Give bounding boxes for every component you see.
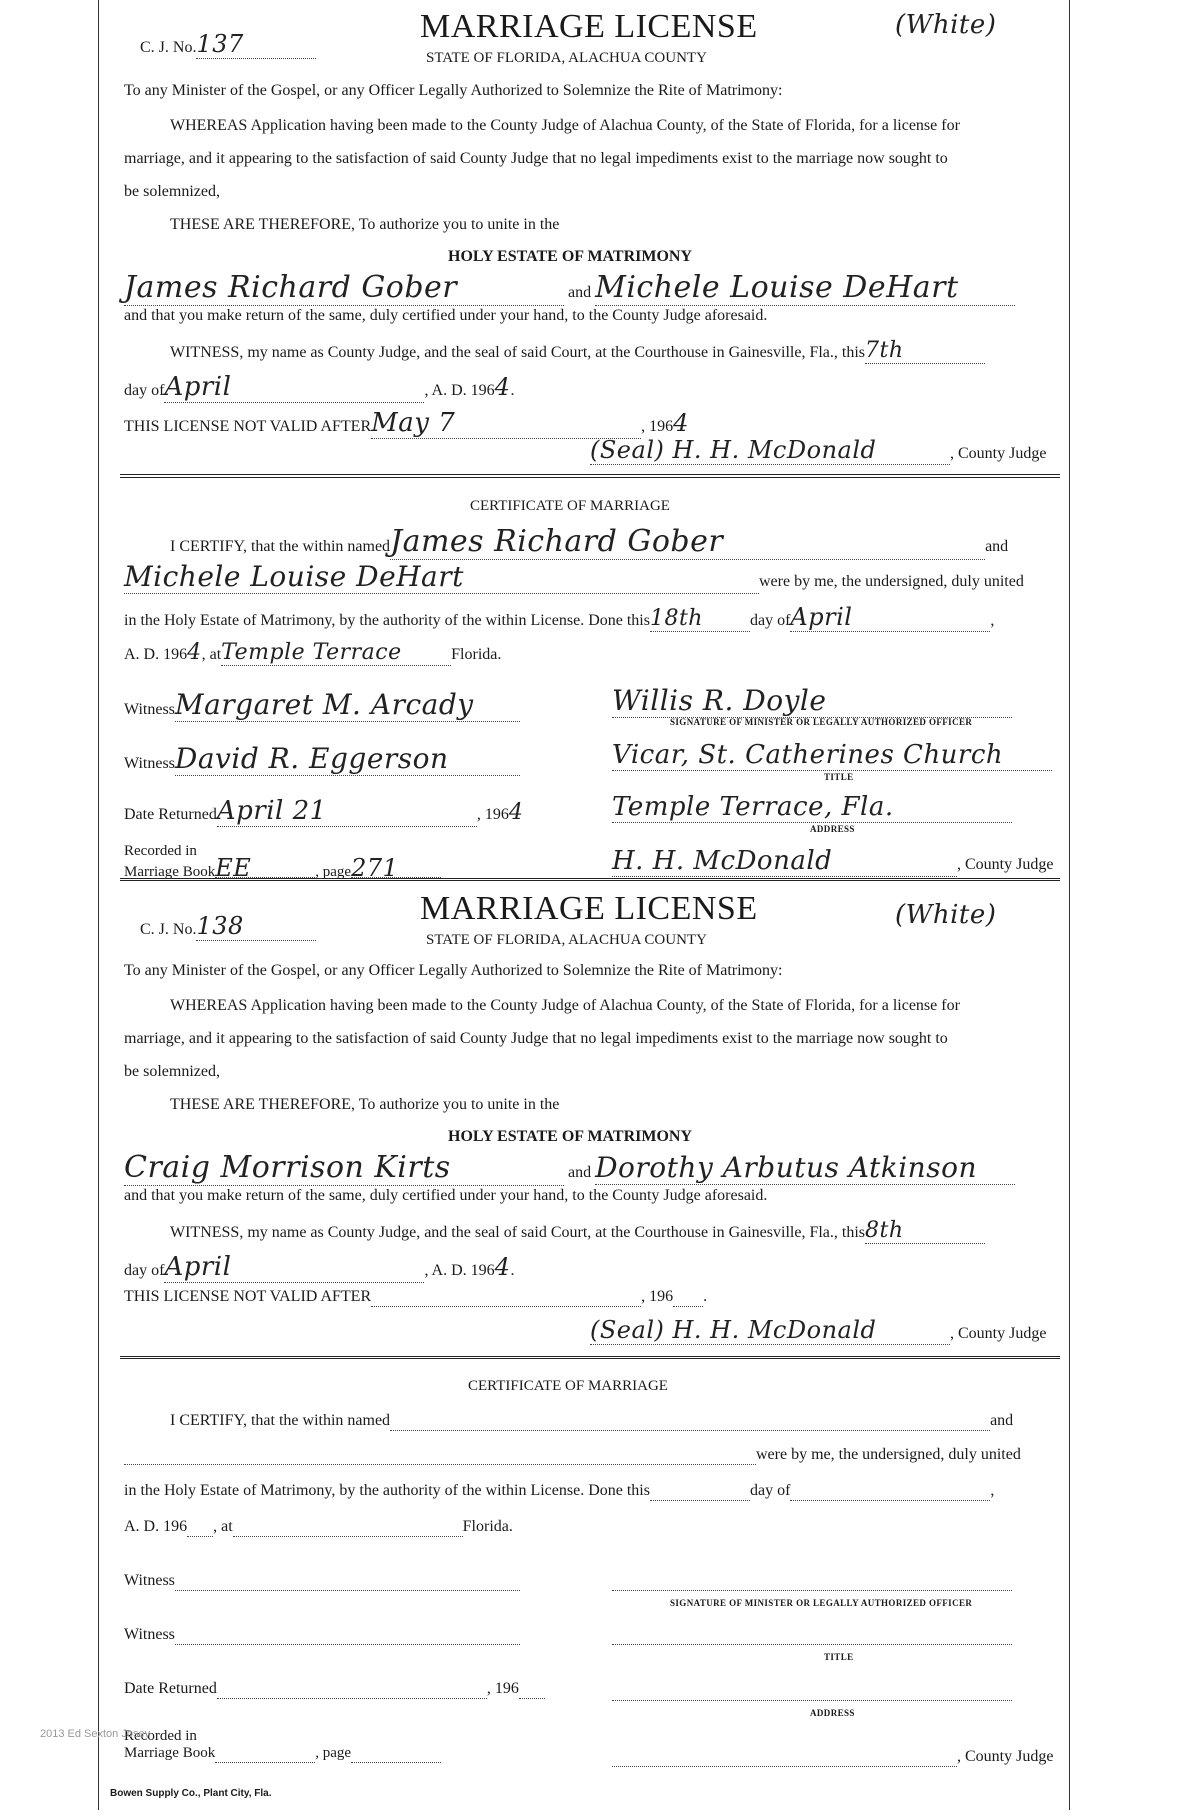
license-title-2: MARRIAGE LICENSE — [420, 890, 758, 927]
certify-line-2: I CERTIFY, that the within named and — [170, 1412, 1014, 1429]
date-returned: April 21 — [217, 796, 477, 827]
bride-name: Dorothy Arbutus Atkinson — [595, 1151, 1015, 1185]
not-valid-line-1: THIS LICENSE NOT VALID AFTERMay 7 , 1964 — [124, 408, 689, 438]
title-caption-2: TITLE — [824, 1652, 854, 1662]
cert-bride-line-2: were by me, the undersigned, duly united — [124, 1446, 1021, 1465]
day-of-line-2: day ofApril , A. D. 1964. — [124, 1252, 515, 1282]
cert-bride-name: Michele Louise DeHart — [124, 560, 759, 594]
race-note-1: (White) — [895, 10, 997, 40]
cj-number-2: C. J. No.138 — [140, 912, 316, 941]
certificate-title-2: CERTIFICATE OF MARRIAGE — [468, 1378, 668, 1394]
license-month: April — [164, 1252, 424, 1283]
holy-estate-2: HOLY ESTATE OF MATRIMONY — [448, 1128, 693, 1145]
names-line-1: James Richard Gober and Michele Louise DeHart — [124, 270, 1015, 306]
cj-number-value: 137 — [196, 30, 316, 59]
address-line-2: To any Minister of the Gospel, or any Officer Legally Authorized to Solemnize the Rite of Matrimony: — [124, 962, 783, 979]
watermark: 2013 Ed Sexton Josey — [40, 1728, 151, 1740]
witness-line-2: WITNESS, my name as County Judge, and the seal of said Court, at the Courthouse in Gainesville, Fla., this8th — [170, 1218, 985, 1244]
date-returned-line-2: Date Returned , 196 — [124, 1680, 545, 1699]
address-caption-1: ADDRESS — [810, 824, 855, 834]
recorded-label-1: Recorded in Marriage BookEE , page271 — [124, 843, 441, 881]
return-line-2: and that you make return of the same, duly certified under your hand, to the County Judge aforesaid. — [124, 1187, 768, 1204]
license-title-1: MARRIAGE LICENSE — [420, 8, 758, 45]
cert-groom-name: James Richard Gober — [390, 524, 985, 560]
cert-year: 4 — [187, 640, 202, 665]
groom-name: Craig Morrison Kirts — [124, 1150, 564, 1186]
done-day: 18th — [650, 606, 750, 632]
witness-1-name: Margaret M. Arcady — [175, 688, 520, 722]
cj-number-value: 138 — [196, 912, 316, 941]
whereas-1c: be solemnized, — [124, 183, 220, 200]
not-valid-date: May 7 — [371, 408, 641, 439]
title-caption-1: TITLE — [824, 772, 854, 782]
judge-sig-line-2: (Seal) H. H. McDonald , County Judge — [590, 1316, 1047, 1344]
done-month: April — [790, 603, 990, 632]
address-caption-2: ADDRESS — [810, 1708, 855, 1718]
witness-line-1: WITNESS, my name as County Judge, and the seal of said Court, at the Courthouse in Gainesville, Fla., this7th — [170, 338, 985, 364]
address-value-1 — [612, 792, 1012, 823]
marriage-book: EE — [215, 860, 315, 878]
certificate-title-1: CERTIFICATE OF MARRIAGE — [470, 498, 670, 514]
cert-bride-line-1: Michele Louise DeHart were by me, the undersigned, duly united — [124, 560, 1024, 593]
cert-judge-sig-1: H. H. McDonald , County Judge — [612, 846, 1054, 876]
witness-day: 8th — [865, 1218, 985, 1244]
address-line-1: To any Minister of the Gospel, or any Officer Legally Authorized to Solemnize the Rite of Matrimony: — [124, 82, 783, 99]
section-divider — [120, 474, 1060, 478]
date-returned-year: 4 — [508, 800, 524, 825]
certify-line-1: I CERTIFY, that the within namedJames Richard Gober and — [170, 524, 1009, 559]
recorded-label-2: Recorded in Marriage Book , page — [124, 1728, 441, 1763]
cert-judge-sig-2: , County Judge — [612, 1748, 1053, 1767]
section-divider — [120, 878, 1060, 881]
ad-line-2: A. D. 196 , at Florida. — [124, 1518, 513, 1535]
officer-sig-1 — [612, 684, 1012, 718]
officer-signature: Willis R. Doyle — [612, 684, 1012, 718]
witness-2-line: WitnessDavid R. Eggerson — [124, 742, 520, 776]
ad-line-1: A. D. 1964, atTemple Terrace Florida. — [124, 640, 502, 665]
not-valid-line-2: THIS LICENSE NOT VALID AFTER , 196 . — [124, 1288, 708, 1305]
holy-estate-line-2: in the Holy Estate of Matrimony, by the authority of the within License. Done this day of , — [124, 1482, 995, 1499]
printer-footer: Bowen Supply Co., Plant City, Fla. — [110, 1788, 272, 1799]
witness-day: 7th — [865, 338, 985, 364]
state-county-2: STATE OF FLORIDA, ALACHUA COUNTY — [426, 932, 707, 948]
officer-caption-2: SIGNATURE OF MINISTER OR LEGALLY AUTHORIZED OFFICER — [670, 1598, 973, 1608]
officer-title: Vicar, St. Catherines Church — [612, 740, 1052, 771]
whereas-2b: marriage, and it appearing to the satisfaction of said County Judge that no legal impediments exist to the marriage now sought to — [124, 1030, 948, 1047]
whereas-2a: WHEREAS Application having been made to the County Judge of Alachua County, of the State of Florida, for a license for — [170, 997, 960, 1014]
witness-1-line-2: Witness — [124, 1572, 520, 1591]
witness-2-name: David R. Eggerson — [175, 742, 520, 776]
whereas-1b: marriage, and it appearing to the satisfaction of said County Judge that no legal impediments exist to the marriage now sought to — [124, 150, 948, 167]
day-of-line-1: day ofApril , A. D. 1964. — [124, 372, 515, 402]
license-year: 4 — [494, 1253, 511, 1281]
witness-1-line: WitnessMargaret M. Arcady — [124, 688, 520, 722]
section-divider — [120, 1356, 1060, 1359]
holy-estate-line-1: in the Holy Estate of Matrimony, by the authority of the within License. Done this18th day ofApril , — [124, 603, 995, 631]
groom-name: James Richard Gober — [124, 270, 564, 306]
cert-place: Temple Terrace — [221, 640, 451, 666]
race-note-2: (White) — [895, 900, 997, 930]
officer-caption-1: SIGNATURE OF MINISTER OR LEGALLY AUTHORIZED OFFICER — [670, 717, 973, 727]
license-year: 4 — [494, 373, 511, 401]
witness-2-line-2: Witness — [124, 1626, 520, 1645]
book-page: 271 — [351, 860, 441, 878]
therefore-1: THESE ARE THEREFORE, To authorize you to unite in the — [170, 216, 560, 233]
date-returned-line-1: Date ReturnedApril 21 , 1964 — [124, 796, 524, 826]
license-month: April — [164, 372, 424, 403]
not-valid-date-blank — [371, 1288, 641, 1307]
judge-signature: (Seal) H. H. McDonald — [590, 436, 950, 465]
state-county-1: STATE OF FLORIDA, ALACHUA COUNTY — [426, 50, 707, 66]
officer-address: Temple Terrace, Fla. — [612, 792, 1012, 823]
holy-estate-1: HOLY ESTATE OF MATRIMONY — [448, 248, 693, 265]
judge-signature: (Seal) H. H. McDonald — [590, 1316, 950, 1345]
whereas-2c: be solemnized, — [124, 1063, 220, 1080]
cert-judge-signature: H. H. McDonald — [612, 846, 957, 877]
not-valid-year: 4 — [673, 409, 689, 437]
judge-sig-line-1: (Seal) H. H. McDonald , County Judge — [590, 436, 1047, 464]
title-value-1 — [612, 740, 1052, 771]
whereas-1a: WHEREAS Application having been made to the County Judge of Alachua County, of the State of Florida, for a license for — [170, 117, 960, 134]
names-line-2: Craig Morrison Kirts and Dorothy Arbutus Atkinson — [124, 1150, 1015, 1186]
bride-name: Michele Louise DeHart — [595, 270, 1015, 306]
cj-number-1: C. J. No.137 — [140, 30, 316, 59]
return-line-1: and that you make return of the same, duly certified under your hand, to the County Judge aforesaid. — [124, 307, 768, 324]
therefore-2: THESE ARE THEREFORE, To authorize you to unite in the — [170, 1096, 560, 1113]
